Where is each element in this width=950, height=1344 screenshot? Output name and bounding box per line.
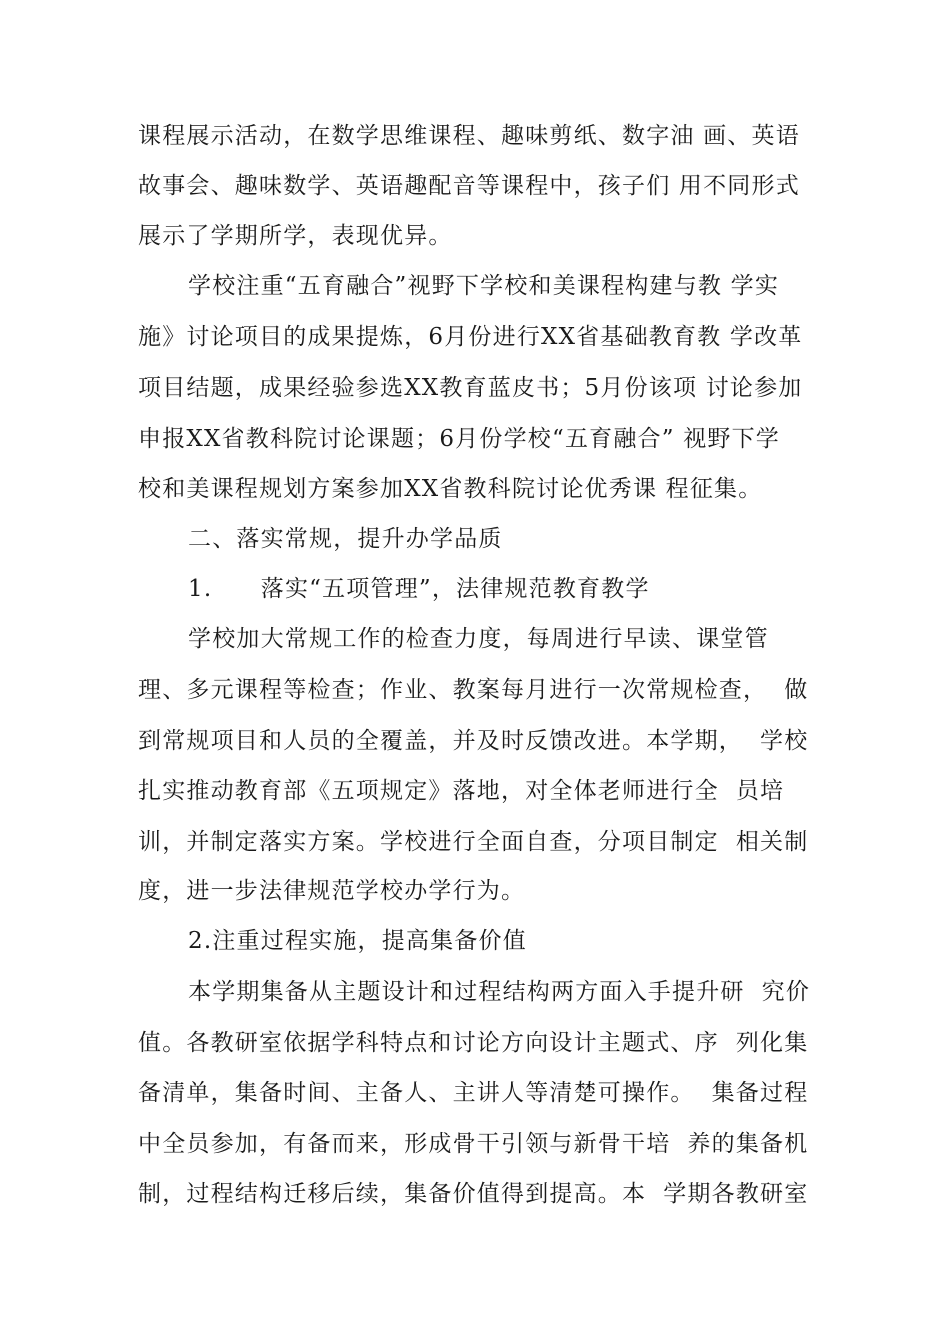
- paragraph-line: 学校注重“五育融合”视野下学校和美课程构建与教 学实: [188, 273, 780, 299]
- paragraph-line: 理、多元课程等检查；作业、教案每月进行一次常规检查， 做: [138, 677, 809, 703]
- paragraph-line: 项目结题，成果经验参选XX教育蓝皮书；5月份该项 讨论参加: [138, 375, 803, 401]
- subsection-heading: 1. 落实“五项管理”，法律规范教育教学: [188, 576, 650, 602]
- paragraph-line: 本学期集备从主题设计和过程结构两方面入手提升研 究价: [188, 979, 811, 1005]
- paragraph-line: 故事会、趣味数学、英语趣配音等课程中，孩子们 用不同形式: [138, 173, 800, 199]
- paragraph-line: 校和美课程规划方案参加XX省教科院讨论优秀课 程征集。: [138, 476, 763, 502]
- paragraph-line: 制，过程结构迁移后续，集备价值得到提高。本 学期各教研室: [138, 1181, 809, 1207]
- paragraph-line: 扎实推动教育部《五项规定》落地，对全体老师进行全 员培: [138, 778, 785, 804]
- paragraph-line: 到常规项目和人员的全覆盖，并及时反馈改进。本学期， 学校: [138, 728, 809, 754]
- paragraph-line: 施》讨论项目的成果提炼，6月份进行XX省基础教育教 学改革: [138, 324, 803, 350]
- paragraph-line: 学校加大常规工作的检查力度，每周进行早读、课堂管: [188, 626, 769, 652]
- paragraph-line: 课程展示活动，在数学思维课程、趣味剪纸、数字油 画、英语: [138, 123, 800, 149]
- paragraph-line: 展示了学期所学，表现优异。: [138, 223, 453, 249]
- paragraph-line: 度，进一步法律规范学校办学行为。: [138, 878, 526, 904]
- paragraph-line: 中全员参加，有备而来，形成骨干引领与新骨干培 养的集备机: [138, 1131, 809, 1157]
- paragraph-line: 训，并制定落实方案。学校进行全面自查，分项目制定 相关制: [138, 829, 809, 855]
- paragraph-line: 值。各教研室依据学科特点和讨论方向设计主题式、序 列化集: [138, 1030, 809, 1056]
- paragraph-line: 备清单，集备时间、主备人、主讲人等清楚可操作。 集备过程: [138, 1080, 809, 1106]
- section-heading: 二、落实常规，提升办学品质: [188, 526, 503, 552]
- paragraph-line: 申报XX省教科院讨论课题；6月份学校“五育融合” 视野下学: [138, 426, 781, 452]
- subsection-heading: 2.注重过程实施，提高集备价值: [188, 928, 527, 954]
